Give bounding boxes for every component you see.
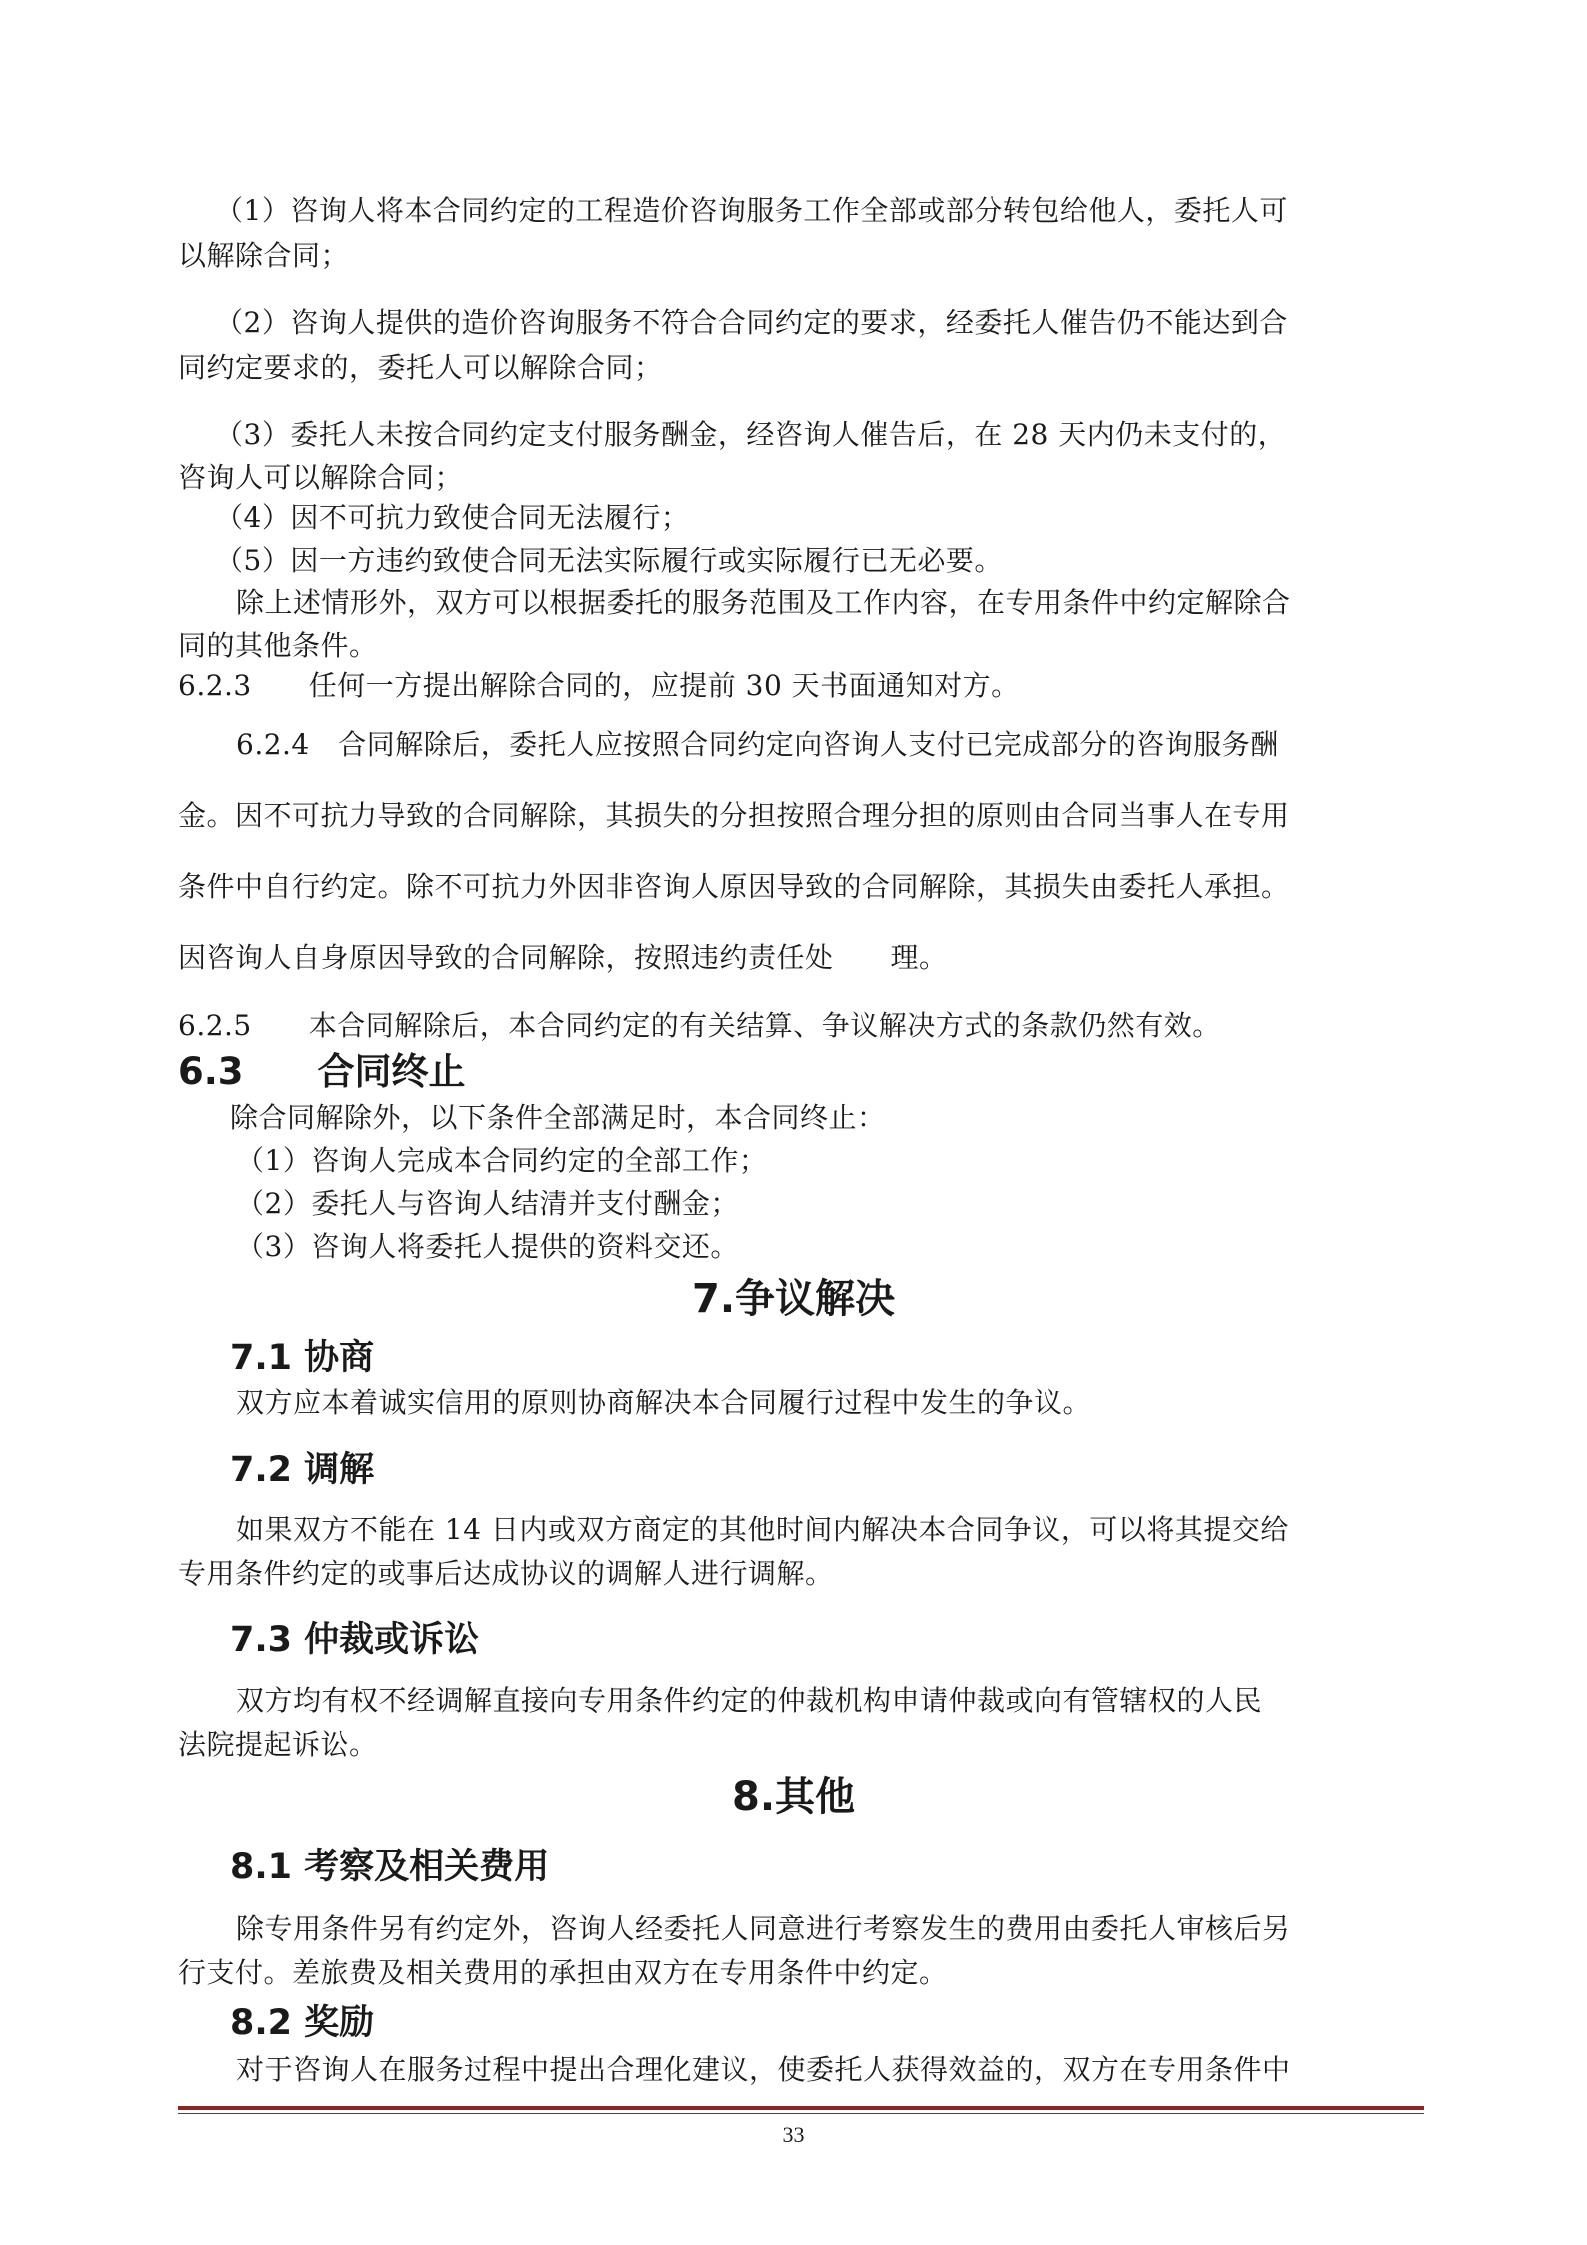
text-line: 同的其他条件。 <box>178 629 378 662</box>
chapter-heading: 7.争议解决 <box>691 1276 896 1322</box>
subsection-heading: 7.2 调解 <box>230 1450 375 1490</box>
footer-rule-thin <box>178 2113 1424 2114</box>
text-line: （2）委托人与咨询人结清并支付酬金； <box>236 1187 739 1220</box>
page-number: 33 <box>782 2122 805 2147</box>
text-line: （5）因一方违约致使合同无法实际履行或实际履行已无必要。 <box>215 544 1003 577</box>
text-line: 同约定要求的，委托人可以解除合同； <box>178 351 663 384</box>
text-line: 6.2.5 本合同解除后，本合同约定的有关结算、争议解决方式的条款仍然有效。 <box>178 1009 1221 1042</box>
text-line: 如果双方不能在 14 日内或双方商定的其他时间内解决本合同争议，可以将其提交给 <box>236 1513 1289 1546</box>
text-line: 双方均有权不经调解直接向专用条件约定的仲裁机构申请仲裁或向有管辖权的人民 <box>236 1684 1263 1717</box>
subsection-heading: 7.3 仲裁或诉讼 <box>230 1620 480 1660</box>
text-line: 除专用条件另有约定外，咨询人经委托人同意进行考察发生的费用由委托人审核后另 <box>236 1912 1291 1945</box>
text-line: （1）咨询人完成本合同约定的全部工作； <box>236 1144 768 1177</box>
text-line: 以解除合同； <box>178 239 350 272</box>
text-line: 6.2.4 合同解除后，委托人应按照合同约定向咨询人支付已完成部分的咨询服务酬 <box>236 728 1279 761</box>
subsection-heading: 8.2 奖励 <box>230 2003 375 2043</box>
text-line: 专用条件约定的或事后达成协议的调解人进行调解。 <box>178 1557 834 1590</box>
section-heading: 6.3 合同终止 <box>178 1050 466 1093</box>
text-line: （4）因不可抗力致使合同无法履行； <box>215 501 690 534</box>
text-line: （1）咨询人将本合同约定的工程造价咨询服务工作全部或部分转包给他人，委托人可 <box>215 194 1288 227</box>
text-line: （3）委托人未按合同约定支付服务酬金，经咨询人催告后，在 28 天内仍未支付的， <box>215 418 1287 451</box>
text-line: 咨询人可以解除合同； <box>178 461 464 494</box>
text-line: 除合同解除外，以下条件全部满足时，本合同终止： <box>230 1101 886 1134</box>
text-line: 金。因不可抗力导致的合同解除，其损失的分担按照合理分担的原则由合同当事人在专用 <box>178 799 1290 832</box>
text-line: （3）咨询人将委托人提供的资料交还。 <box>236 1230 739 1263</box>
text-line: （2）咨询人提供的造价咨询服务不符合合同约定的要求，经委托人催告仍不能达到合 <box>215 306 1288 339</box>
text-line: 6.2.3 任何一方提出解除合同的，应提前 30 天书面通知对方。 <box>178 669 1020 702</box>
subsection-heading: 7.1 协商 <box>230 1338 375 1378</box>
text-line: 对于咨询人在服务过程中提出合理化建议，使委托人获得效益的，双方在专用条件中 <box>236 2053 1291 2086</box>
text-line: 条件中自行约定。除不可抗力外因非咨询人原因导致的合同解除，其损失由委托人承担。 <box>178 870 1290 903</box>
text-line: 双方应本着诚实信用的原则协商解决本合同履行过程中发生的争议。 <box>236 1386 1092 1419</box>
footer-rule <box>178 2106 1424 2110</box>
text-line: 除上述情形外，双方可以根据委托的服务范围及工作内容，在专用条件中约定解除合 <box>236 586 1291 619</box>
chapter-heading: 8.其他 <box>731 1774 856 1820</box>
text-line: 因咨询人自身原因导致的合同解除，按照违约责任处 理。 <box>178 941 948 974</box>
text-line: 法院提起诉讼。 <box>178 1728 378 1761</box>
subsection-heading: 8.1 考察及相关费用 <box>230 1847 550 1887</box>
text-line: 行支付。差旅费及相关费用的承担由双方在专用条件中约定。 <box>178 1956 948 1989</box>
